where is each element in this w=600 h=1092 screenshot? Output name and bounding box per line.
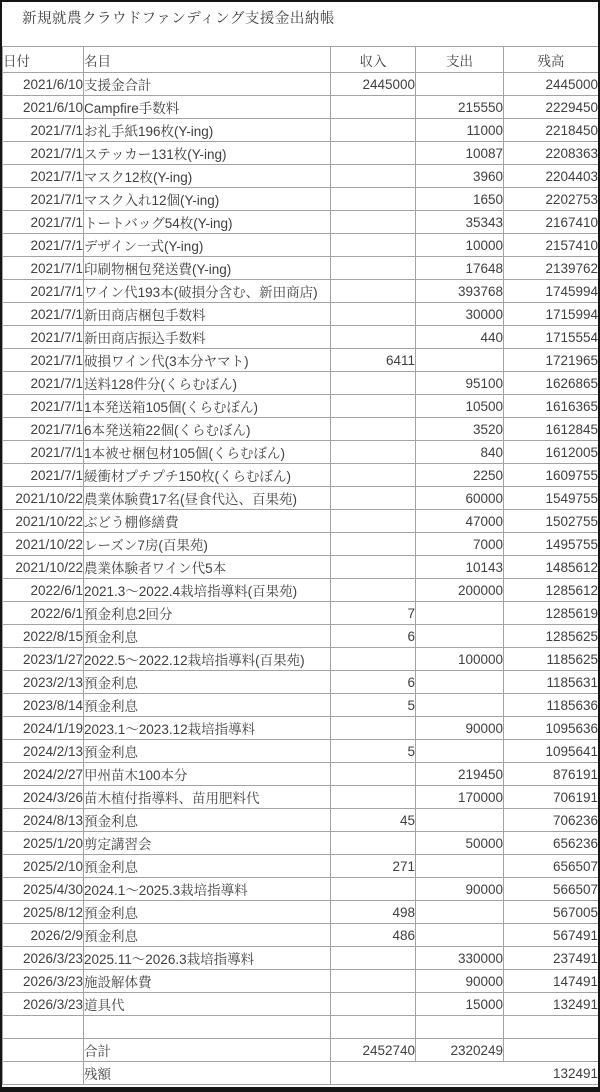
cell-date: 2022/8/15 — [3, 625, 84, 648]
cell-date: 2021/7/1 — [3, 188, 84, 211]
cell-date: 2024/2/27 — [3, 763, 84, 786]
cell-item: 2023.1～2023.12栽培指導料 — [84, 717, 331, 740]
table-row — [3, 648, 599, 671]
column-header-balance: 残高 — [504, 47, 599, 73]
cell-expense: 47000 — [416, 510, 504, 533]
cell-balance: 566507 — [504, 878, 599, 901]
cell-expense: 1650 — [416, 188, 504, 211]
cell-balance: 1721965 — [504, 349, 599, 372]
cell-income — [331, 441, 416, 464]
table-row — [3, 924, 599, 947]
cell-balance: 2167410 — [504, 211, 599, 234]
table-row — [3, 694, 599, 717]
cell-expense — [416, 924, 504, 947]
cell-expense — [416, 73, 504, 96]
cell-balance: 1715994 — [504, 303, 599, 326]
cell-income — [331, 464, 416, 487]
cell-item: 緩衝材プチプチ150枚(くらむぼん) — [84, 464, 331, 487]
cell-date: 2022/6/1 — [3, 602, 84, 625]
cell-date: 2021/7/1 — [3, 464, 84, 487]
table-row — [3, 556, 599, 579]
totals-income: 2452740 — [331, 1039, 416, 1062]
cell-income: 7 — [331, 602, 416, 625]
table-row — [3, 464, 599, 487]
table-row — [3, 533, 599, 556]
cell-balance: 2204403 — [504, 165, 599, 188]
cell-income — [331, 395, 416, 418]
cell-balance: 567005 — [504, 901, 599, 924]
sheet-title: 新規就農クラウドファンディング支援金出納帳 — [22, 11, 335, 27]
cell-expense: 95100 — [416, 372, 504, 395]
cell-income — [331, 533, 416, 556]
cell-item: 新田商店振込手数料 — [84, 326, 331, 349]
remainder-date-cell — [3, 1062, 84, 1085]
cell-balance: 1095636 — [504, 717, 599, 740]
cell-item: お礼手紙196枚(Y-ing) — [84, 119, 331, 142]
table-row — [3, 326, 599, 349]
cell-expense: 50000 — [416, 832, 504, 855]
cell-income — [331, 234, 416, 257]
cell-balance: 1185636 — [504, 694, 599, 717]
cell-expense: 10087 — [416, 142, 504, 165]
cell-balance: 1612005 — [504, 441, 599, 464]
cell-date: 2021/7/1 — [3, 326, 84, 349]
table-row — [3, 740, 599, 763]
totals-row — [3, 1039, 599, 1062]
cell-expense: 393768 — [416, 280, 504, 303]
cell-date: 2021/7/1 — [3, 257, 84, 280]
cell-expense: 170000 — [416, 786, 504, 809]
table-row — [3, 188, 599, 211]
cell-item: 1本発送箱105個(くらむぼん) — [84, 395, 331, 418]
table-row — [3, 1016, 599, 1039]
table-row — [3, 395, 599, 418]
table-row — [3, 234, 599, 257]
cell-item: 新田商店梱包手数料 — [84, 303, 331, 326]
cell-income — [331, 418, 416, 441]
cell-income — [331, 257, 416, 280]
cell-income — [331, 211, 416, 234]
cell-income — [331, 993, 416, 1016]
cell-expense — [416, 625, 504, 648]
cell-expense: 3520 — [416, 418, 504, 441]
cell-balance: 1616365 — [504, 395, 599, 418]
cell-item: 施設解体費 — [84, 970, 331, 993]
cell-item: ステッカー131枚(Y-ing) — [84, 142, 331, 165]
cell-balance: 1095641 — [504, 740, 599, 763]
cell-item: 預金利息 — [84, 855, 331, 878]
table-row — [3, 786, 599, 809]
cell-item: 印刷物梱包発送費(Y-ing) — [84, 257, 331, 280]
cell-expense: 10000 — [416, 234, 504, 257]
cell-income — [331, 96, 416, 119]
cell-expense — [416, 1016, 504, 1039]
cell-balance: 2208363 — [504, 142, 599, 165]
cell-expense: 90000 — [416, 878, 504, 901]
table-row — [3, 993, 599, 1016]
cell-balance — [504, 1016, 599, 1039]
cell-income — [331, 303, 416, 326]
cell-expense — [416, 349, 504, 372]
cell-balance: 2229450 — [504, 96, 599, 119]
cell-balance: 2445000 — [504, 73, 599, 96]
column-header-expense: 支出 — [416, 47, 504, 73]
totals-date-cell — [3, 1039, 84, 1062]
cell-balance: 1609755 — [504, 464, 599, 487]
cell-expense — [416, 602, 504, 625]
cell-item: 預金利息 — [84, 671, 331, 694]
cell-date: 2021/7/1 — [3, 280, 84, 303]
table-row — [3, 855, 599, 878]
cell-income: 6 — [331, 671, 416, 694]
cell-income: 2445000 — [331, 73, 416, 96]
cell-date: 2021/10/22 — [3, 487, 84, 510]
table-row — [3, 349, 599, 372]
table-row — [3, 832, 599, 855]
cell-date: 2021/7/1 — [3, 418, 84, 441]
cell-expense: 3960 — [416, 165, 504, 188]
cell-income — [331, 763, 416, 786]
cell-date: 2021/7/1 — [3, 349, 84, 372]
totals-balance-cell — [504, 1039, 599, 1062]
ledger-table — [2, 46, 599, 1085]
cell-expense: 35343 — [416, 211, 504, 234]
cell-balance: 1185625 — [504, 648, 599, 671]
cell-balance: 1285625 — [504, 625, 599, 648]
totals-label: 合計 — [84, 1039, 331, 1062]
cell-expense — [416, 901, 504, 924]
cell-balance: 147491 — [504, 970, 599, 993]
cell-item: 破損ワイン代(3本分ヤマト) — [84, 349, 331, 372]
cell-item: 道具代 — [84, 993, 331, 1016]
table-row — [3, 717, 599, 740]
cell-item: Campfire手数料 — [84, 96, 331, 119]
cell-item: 預金利息 — [84, 924, 331, 947]
cell-expense: 17648 — [416, 257, 504, 280]
cell-income — [331, 556, 416, 579]
table-row — [3, 73, 599, 96]
cell-item: マスク12枚(Y-ing) — [84, 165, 331, 188]
table-row — [3, 579, 599, 602]
cell-expense: 90000 — [416, 970, 504, 993]
table-row — [3, 303, 599, 326]
cell-balance: 1549755 — [504, 487, 599, 510]
cell-item: 預金利息 — [84, 694, 331, 717]
cell-expense — [416, 809, 504, 832]
table-row — [3, 970, 599, 993]
table-row — [3, 602, 599, 625]
cell-income — [331, 878, 416, 901]
cell-expense: 100000 — [416, 648, 504, 671]
cell-item: 2021.3～2022.4栽培指導料(百果苑) — [84, 579, 331, 602]
cell-date: 2021/7/1 — [3, 234, 84, 257]
cell-date: 2021/7/1 — [3, 395, 84, 418]
table-row — [3, 119, 599, 142]
cell-date: 2024/2/13 — [3, 740, 84, 763]
cell-balance: 1715554 — [504, 326, 599, 349]
table-row — [3, 441, 599, 464]
cell-income — [331, 119, 416, 142]
cell-balance: 706236 — [504, 809, 599, 832]
cell-item: 2025.11～2026.3栽培指導料 — [84, 947, 331, 970]
cell-balance: 2139762 — [504, 257, 599, 280]
cell-income — [331, 142, 416, 165]
cell-income — [331, 510, 416, 533]
cell-date: 2021/7/1 — [3, 211, 84, 234]
table-row — [3, 763, 599, 786]
cell-expense: 10500 — [416, 395, 504, 418]
cell-item: 支援金合計 — [84, 73, 331, 96]
cell-balance: 876191 — [504, 763, 599, 786]
cell-date: 2025/1/20 — [3, 832, 84, 855]
table-row — [3, 487, 599, 510]
cell-item: 1本被せ梱包材105個(くらむぼん) — [84, 441, 331, 464]
cell-item: 苗木植付指導料、苗用肥料代 — [84, 786, 331, 809]
cell-income — [331, 832, 416, 855]
table-row — [3, 211, 599, 234]
cell-income — [331, 326, 416, 349]
cell-item: 農業体験費17名(昼食代込、百果苑) — [84, 487, 331, 510]
cell-balance: 1626865 — [504, 372, 599, 395]
table-row — [3, 96, 599, 119]
table-row — [3, 901, 599, 924]
cell-income — [331, 487, 416, 510]
cell-item: マスク入れ12個(Y-ing) — [84, 188, 331, 211]
cell-expense: 60000 — [416, 487, 504, 510]
column-header-income: 収入 — [331, 47, 416, 73]
cell-date: 2021/7/1 — [3, 142, 84, 165]
cell-date: 2026/2/9 — [3, 924, 84, 947]
cell-expense: 15000 — [416, 993, 504, 1016]
column-header-date: 日付 — [3, 47, 84, 73]
cell-date: 2025/2/10 — [3, 855, 84, 878]
cell-balance: 1485612 — [504, 556, 599, 579]
cell-date — [3, 1016, 84, 1039]
cell-expense: 219450 — [416, 763, 504, 786]
cell-item: デザイン一式(Y-ing) — [84, 234, 331, 257]
cell-income: 498 — [331, 901, 416, 924]
remainder-value: 132491 — [331, 1062, 599, 1085]
table-row — [3, 878, 599, 901]
totals-expense: 2320249 — [416, 1039, 504, 1062]
cell-date: 2021/7/1 — [3, 119, 84, 142]
remainder-label: 残額 — [84, 1062, 331, 1085]
cell-expense — [416, 671, 504, 694]
table-row — [3, 809, 599, 832]
remainder-row — [3, 1062, 599, 1085]
cell-income: 5 — [331, 740, 416, 763]
cell-balance: 132491 — [504, 993, 599, 1016]
cell-balance: 656507 — [504, 855, 599, 878]
cell-date: 2021/7/1 — [3, 372, 84, 395]
cell-expense — [416, 740, 504, 763]
cell-date: 2022/6/1 — [3, 579, 84, 602]
cell-income — [331, 648, 416, 671]
cell-date: 2021/7/1 — [3, 441, 84, 464]
cell-expense: 90000 — [416, 717, 504, 740]
table-row — [3, 165, 599, 188]
cell-expense: 30000 — [416, 303, 504, 326]
cell-expense: 840 — [416, 441, 504, 464]
cell-income — [331, 970, 416, 993]
header-row — [3, 47, 599, 73]
cell-date: 2023/1/27 — [3, 648, 84, 671]
table-row — [3, 671, 599, 694]
cell-date: 2026/3/23 — [3, 993, 84, 1016]
cell-item: 送料128件分(くらむぼん) — [84, 372, 331, 395]
table-row — [3, 510, 599, 533]
cell-balance: 2202753 — [504, 188, 599, 211]
cell-item: 2024.1～2025.3栽培指導料 — [84, 878, 331, 901]
cell-income — [331, 786, 416, 809]
cell-date: 2021/6/10 — [3, 73, 84, 96]
cell-income — [331, 579, 416, 602]
cell-date: 2026/3/23 — [3, 947, 84, 970]
cell-income — [331, 372, 416, 395]
cell-date: 2023/2/13 — [3, 671, 84, 694]
cell-item — [84, 1016, 331, 1039]
cell-income: 6 — [331, 625, 416, 648]
cell-date: 2021/10/22 — [3, 510, 84, 533]
cell-item: トートバッグ54枚(Y-ing) — [84, 211, 331, 234]
cell-balance: 237491 — [504, 947, 599, 970]
cell-item: ぶどう棚修繕費 — [84, 510, 331, 533]
cell-balance: 1495755 — [504, 533, 599, 556]
table-row — [3, 257, 599, 280]
cell-date: 2024/3/26 — [3, 786, 84, 809]
cell-date: 2024/8/13 — [3, 809, 84, 832]
cell-balance: 1612845 — [504, 418, 599, 441]
cell-income — [331, 717, 416, 740]
cell-balance: 1745994 — [504, 280, 599, 303]
cell-income — [331, 1016, 416, 1039]
cell-item: 預金利息 — [84, 740, 331, 763]
cell-income — [331, 280, 416, 303]
column-header-item: 名目 — [84, 47, 331, 73]
ledger-header — [3, 47, 599, 73]
ledger-body — [3, 73, 599, 1039]
cell-item: 預金利息 — [84, 809, 331, 832]
table-row — [3, 142, 599, 165]
cell-date: 2021/10/22 — [3, 533, 84, 556]
cell-expense: 440 — [416, 326, 504, 349]
cell-date: 2021/6/10 — [3, 96, 84, 119]
cell-date: 2026/3/23 — [3, 970, 84, 993]
cell-item: 預金利息 — [84, 625, 331, 648]
cell-expense: 200000 — [416, 579, 504, 602]
cell-balance: 1285612 — [504, 579, 599, 602]
cell-income: 271 — [331, 855, 416, 878]
cell-expense: 330000 — [416, 947, 504, 970]
cell-income: 486 — [331, 924, 416, 947]
cell-balance: 706191 — [504, 786, 599, 809]
table-row — [3, 372, 599, 395]
cell-balance: 2157410 — [504, 234, 599, 257]
cell-item: 甲州苗木100本分 — [84, 763, 331, 786]
cell-balance: 1285619 — [504, 602, 599, 625]
cell-income: 45 — [331, 809, 416, 832]
table-row — [3, 625, 599, 648]
cell-balance: 2218450 — [504, 119, 599, 142]
cell-item: 6本発送箱22個(くらむぼん) — [84, 418, 331, 441]
cell-expense: 2250 — [416, 464, 504, 487]
cell-balance: 567491 — [504, 924, 599, 947]
cell-income: 6411 — [331, 349, 416, 372]
table-row — [3, 280, 599, 303]
cell-expense: 11000 — [416, 119, 504, 142]
cell-expense — [416, 694, 504, 717]
cell-item: レーズン7房(百果苑) — [84, 533, 331, 556]
cell-item: 預金利息2回分 — [84, 602, 331, 625]
cell-expense — [416, 855, 504, 878]
cell-expense: 10143 — [416, 556, 504, 579]
cell-balance: 656236 — [504, 832, 599, 855]
cell-balance: 1502755 — [504, 510, 599, 533]
cell-item: ワイン代193本(破損分含む、新田商店) — [84, 280, 331, 303]
cell-date: 2021/7/1 — [3, 303, 84, 326]
ledger-footer — [3, 1039, 599, 1085]
cell-date: 2024/1/19 — [3, 717, 84, 740]
cell-item: 2022.5～2022.12栽培指導料(百果苑) — [84, 648, 331, 671]
table-row — [3, 947, 599, 970]
cell-expense: 215550 — [416, 96, 504, 119]
cell-date: 2025/8/12 — [3, 901, 84, 924]
cell-date: 2021/7/1 — [3, 165, 84, 188]
cell-expense: 7000 — [416, 533, 504, 556]
cell-date: 2021/10/22 — [3, 556, 84, 579]
cell-income: 5 — [331, 694, 416, 717]
cell-balance: 1185631 — [504, 671, 599, 694]
cell-date: 2025/4/30 — [3, 878, 84, 901]
cell-income — [331, 165, 416, 188]
cell-item: 農業体験者ワイン代5本 — [84, 556, 331, 579]
cell-item: 預金利息 — [84, 901, 331, 924]
cell-income — [331, 947, 416, 970]
table-row — [3, 418, 599, 441]
cell-item: 剪定講習会 — [84, 832, 331, 855]
cell-income — [331, 188, 416, 211]
cell-date: 2023/8/14 — [3, 694, 84, 717]
